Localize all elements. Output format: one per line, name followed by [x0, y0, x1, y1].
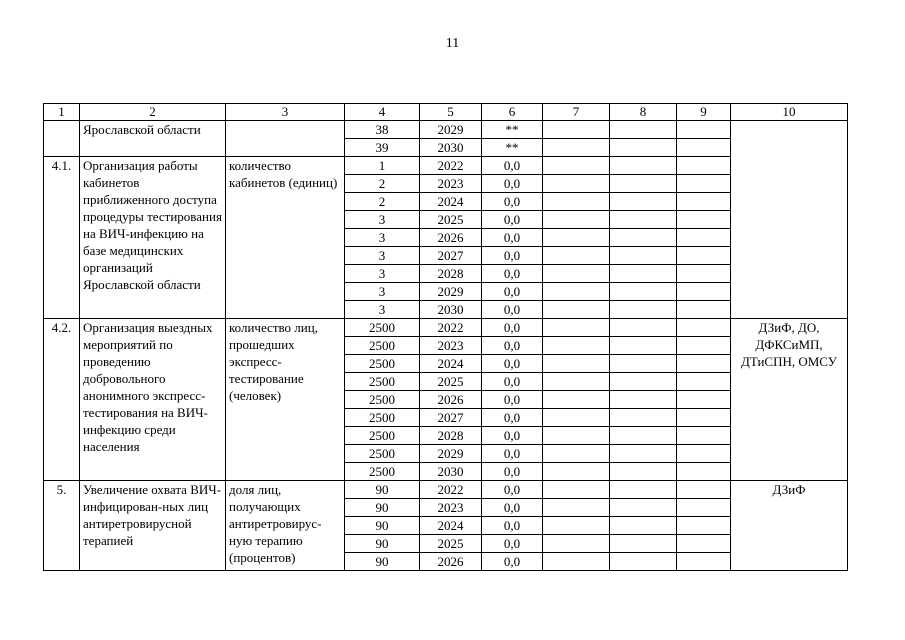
funding-cell: 0,0: [482, 157, 543, 175]
value-cell: 90: [345, 499, 420, 517]
empty-cell: [677, 373, 731, 391]
funding-cell: 0,0: [482, 301, 543, 319]
funding-cell: 0,0: [482, 355, 543, 373]
funding-cell: 0,0: [482, 247, 543, 265]
value-cell: 39: [345, 139, 420, 157]
empty-cell: [543, 157, 610, 175]
empty-cell: [677, 139, 731, 157]
num-cell: 4.1.: [44, 157, 80, 319]
empty-cell: [543, 373, 610, 391]
empty-cell: [610, 409, 677, 427]
value-cell: 2500: [345, 319, 420, 337]
num-cell: [44, 121, 80, 157]
empty-cell: [610, 175, 677, 193]
header-row: [44, 104, 848, 121]
value-cell: 90: [345, 517, 420, 535]
executor-cell: [731, 121, 848, 319]
empty-cell: [543, 301, 610, 319]
name-cell: Увеличение охвата ВИЧ-инфицирован-ных лиц антиретровирусной терапией: [80, 481, 226, 571]
year-cell: 2027: [420, 409, 482, 427]
value-cell: 2500: [345, 463, 420, 481]
empty-cell: [610, 445, 677, 463]
num-cell: 5.: [44, 481, 80, 571]
empty-cell: [677, 319, 731, 337]
empty-cell: [543, 121, 610, 139]
empty-cell: [543, 139, 610, 157]
empty-cell: [543, 481, 610, 499]
funding-cell: 0,0: [482, 481, 543, 499]
year-cell: 2028: [420, 265, 482, 283]
empty-cell: [677, 175, 731, 193]
empty-cell: [677, 157, 731, 175]
empty-cell: [677, 463, 731, 481]
funding-cell: 0,0: [482, 499, 543, 517]
empty-cell: [543, 265, 610, 283]
year-cell: 2030: [420, 301, 482, 319]
empty-cell: [677, 211, 731, 229]
empty-cell: [610, 373, 677, 391]
header-cell: 8: [610, 104, 677, 121]
empty-cell: [543, 175, 610, 193]
executor-cell: ДЗиФ, ДО, ДФКСиМП, ДТиСПН, ОМСУ: [731, 319, 848, 481]
value-cell: 38: [345, 121, 420, 139]
year-cell: 2025: [420, 211, 482, 229]
year-cell: 2023: [420, 337, 482, 355]
indicator-cell: [226, 121, 345, 157]
empty-cell: [677, 337, 731, 355]
empty-cell: [543, 247, 610, 265]
header-cell: 9: [677, 104, 731, 121]
empty-cell: [543, 517, 610, 535]
empty-cell: [677, 409, 731, 427]
value-cell: 2500: [345, 409, 420, 427]
year-cell: 2028: [420, 427, 482, 445]
funding-cell: 0,0: [482, 265, 543, 283]
empty-cell: [610, 229, 677, 247]
value-cell: 3: [345, 247, 420, 265]
empty-cell: [677, 229, 731, 247]
value-cell: 2500: [345, 391, 420, 409]
funding-cell: **: [482, 121, 543, 139]
name-cell: Организация работы кабинетов приближенного доступа процедуры тестирования на ВИЧ-инфекцию на базе медицинских организаций Ярославской области: [80, 157, 226, 319]
empty-cell: [610, 139, 677, 157]
value-cell: 90: [345, 535, 420, 553]
page-number: 11: [445, 36, 460, 51]
value-cell: 2: [345, 193, 420, 211]
funding-cell: **: [482, 139, 543, 157]
header-cell: 1: [44, 104, 80, 121]
empty-cell: [543, 535, 610, 553]
funding-cell: 0,0: [482, 409, 543, 427]
funding-cell: 0,0: [482, 283, 543, 301]
empty-cell: [610, 517, 677, 535]
empty-cell: [610, 391, 677, 409]
year-cell: 2026: [420, 229, 482, 247]
empty-cell: [610, 157, 677, 175]
empty-cell: [677, 517, 731, 535]
empty-cell: [543, 355, 610, 373]
empty-cell: [610, 121, 677, 139]
funding-cell: 0,0: [482, 211, 543, 229]
empty-cell: [677, 445, 731, 463]
value-cell: 2500: [345, 427, 420, 445]
value-cell: 3: [345, 283, 420, 301]
funding-cell: 0,0: [482, 463, 543, 481]
header-cell: 6: [482, 104, 543, 121]
value-cell: 2500: [345, 373, 420, 391]
year-cell: 2029: [420, 445, 482, 463]
value-cell: 3: [345, 229, 420, 247]
empty-cell: [610, 283, 677, 301]
year-cell: 2026: [420, 553, 482, 571]
value-cell: 3: [345, 301, 420, 319]
empty-cell: [677, 301, 731, 319]
value-cell: 90: [345, 553, 420, 571]
empty-cell: [677, 481, 731, 499]
funding-cell: 0,0: [482, 337, 543, 355]
empty-cell: [610, 265, 677, 283]
empty-cell: [610, 211, 677, 229]
value-cell: 2500: [345, 445, 420, 463]
year-cell: 2022: [420, 481, 482, 499]
year-cell: 2023: [420, 175, 482, 193]
empty-cell: [543, 211, 610, 229]
empty-cell: [543, 499, 610, 517]
header-cell: 4: [345, 104, 420, 121]
indicator-cell: количество кабинетов (единиц): [226, 157, 345, 319]
executor-cell: ДЗиФ: [731, 481, 848, 571]
year-cell: 2024: [420, 193, 482, 211]
header-cell: 7: [543, 104, 610, 121]
empty-cell: [677, 247, 731, 265]
table-row: [44, 481, 848, 499]
empty-cell: [543, 463, 610, 481]
empty-cell: [610, 193, 677, 211]
empty-cell: [543, 445, 610, 463]
year-cell: 2022: [420, 157, 482, 175]
year-cell: 2029: [420, 283, 482, 301]
header-cell: 2: [80, 104, 226, 121]
funding-cell: 0,0: [482, 319, 543, 337]
funding-cell: 0,0: [482, 229, 543, 247]
value-cell: 1: [345, 157, 420, 175]
empty-cell: [677, 193, 731, 211]
empty-cell: [610, 499, 677, 517]
empty-cell: [610, 247, 677, 265]
funding-cell: 0,0: [482, 553, 543, 571]
name-cell: Ярославской области: [80, 121, 226, 157]
empty-cell: [610, 319, 677, 337]
empty-cell: [677, 283, 731, 301]
empty-cell: [677, 427, 731, 445]
empty-cell: [677, 553, 731, 571]
empty-cell: [677, 121, 731, 139]
empty-cell: [677, 391, 731, 409]
funding-cell: 0,0: [482, 175, 543, 193]
empty-cell: [543, 229, 610, 247]
value-cell: 2500: [345, 355, 420, 373]
funding-cell: 0,0: [482, 391, 543, 409]
year-cell: 2027: [420, 247, 482, 265]
year-cell: 2025: [420, 373, 482, 391]
indicator-cell: доля лиц, получающих антиретровирус-ную терапию (процентов): [226, 481, 345, 571]
header-cell: 10: [731, 104, 848, 121]
num-cell: 4.2.: [44, 319, 80, 481]
value-cell: 2: [345, 175, 420, 193]
empty-cell: [543, 283, 610, 301]
empty-cell: [610, 553, 677, 571]
value-cell: 3: [345, 211, 420, 229]
empty-cell: [543, 391, 610, 409]
year-cell: 2024: [420, 355, 482, 373]
year-cell: 2030: [420, 463, 482, 481]
year-cell: 2029: [420, 121, 482, 139]
header-cell: 3: [226, 104, 345, 121]
funding-cell: 0,0: [482, 445, 543, 463]
funding-cell: 0,0: [482, 517, 543, 535]
funding-cell: 0,0: [482, 193, 543, 211]
funding-cell: 0,0: [482, 427, 543, 445]
empty-cell: [610, 463, 677, 481]
empty-cell: [610, 301, 677, 319]
name-cell: Организация выездных мероприятий по проведению добровольного анонимного экспресс-тестирования на ВИЧ-инфекцию среди населения: [80, 319, 226, 481]
empty-cell: [543, 337, 610, 355]
indicator-cell: количество лиц, прошедших экспресс-тестирование (человек): [226, 319, 345, 481]
table-row: [44, 157, 848, 175]
year-cell: 2026: [420, 391, 482, 409]
year-cell: 2030: [420, 139, 482, 157]
value-cell: 3: [345, 265, 420, 283]
year-cell: 2025: [420, 535, 482, 553]
funding-cell: 0,0: [482, 535, 543, 553]
table-row: [44, 319, 848, 337]
empty-cell: [543, 553, 610, 571]
empty-cell: [677, 265, 731, 283]
empty-cell: [543, 427, 610, 445]
empty-cell: [610, 427, 677, 445]
empty-cell: [610, 535, 677, 553]
empty-cell: [677, 499, 731, 517]
empty-cell: [543, 319, 610, 337]
empty-cell: [677, 535, 731, 553]
empty-cell: [677, 355, 731, 373]
empty-cell: [610, 355, 677, 373]
funding-cell: 0,0: [482, 373, 543, 391]
empty-cell: [610, 481, 677, 499]
empty-cell: [610, 337, 677, 355]
value-cell: 90: [345, 481, 420, 499]
empty-cell: [543, 409, 610, 427]
year-cell: 2022: [420, 319, 482, 337]
empty-cell: [543, 193, 610, 211]
header-cell: 5: [420, 104, 482, 121]
year-cell: 2024: [420, 517, 482, 535]
year-cell: 2023: [420, 499, 482, 517]
value-cell: 2500: [345, 337, 420, 355]
program-table: [43, 103, 848, 571]
table-row: [44, 121, 848, 139]
